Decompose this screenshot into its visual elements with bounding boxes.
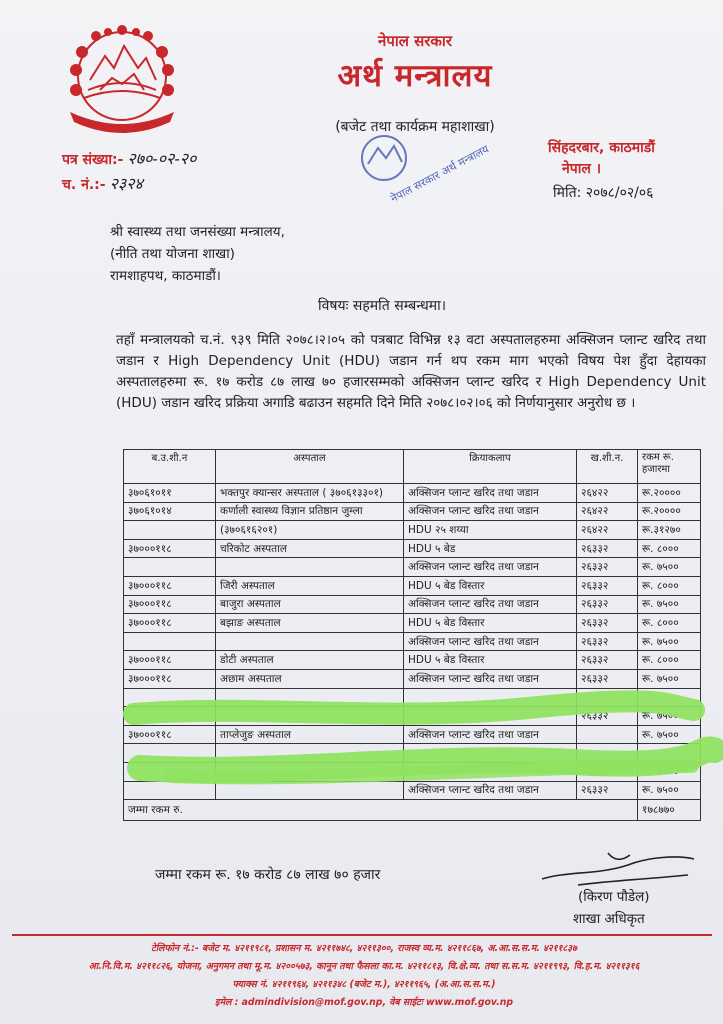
address-line-1: सिंहदरबार, काठमाडौं xyxy=(548,140,655,156)
header-code: ख.शी.न. xyxy=(577,450,638,484)
table-row xyxy=(124,651,701,670)
footer-divider xyxy=(12,934,712,936)
cell-code: २६३३२ xyxy=(577,669,638,688)
table-row xyxy=(124,595,701,614)
cell-budget-no: ३७०००११८ xyxy=(124,539,216,558)
cell-code: २६३३२ xyxy=(577,595,638,614)
cell-hospital: जिरी अस्पताल xyxy=(216,576,404,595)
cell-hospital: चरिकोट अस्पताल xyxy=(216,539,404,558)
stamp-text: नेपाल सरकार अर्थ मन्त्रालय xyxy=(388,142,492,206)
cell-activity: अक्सिजन प्लान्ट खरिद तथा जडान xyxy=(404,595,577,614)
cell-hospital: कर्णाली स्वास्थ्य विज्ञान प्रतिष्ठान जुम्ला xyxy=(216,502,404,521)
office-address xyxy=(548,138,708,180)
address-line-2: नेपाल । xyxy=(562,161,602,177)
cell-budget-no xyxy=(124,521,216,540)
cell-activity: HDU २५ शय्या xyxy=(404,521,577,540)
ministry-title: अर्थ मन्त्रालय xyxy=(337,58,493,94)
cell-amount: रू. ८००० xyxy=(638,576,701,595)
letter-date: मिति: २०७८/०२/०६ xyxy=(553,185,654,201)
table-row xyxy=(124,632,701,651)
recipient-line-3: रामशाहपथ, काठमाडौं। xyxy=(110,268,221,284)
cell-budget-no: ३७०००११८ xyxy=(124,576,216,595)
cell-code: २६३३२ xyxy=(577,539,638,558)
cell-activity: अक्सिजन प्लान्ट खरिद तथा जडान xyxy=(404,632,577,651)
cell-activity: अक्सिजन प्लान्ट खरिद तथा जडान xyxy=(404,502,577,521)
cell-amount: रू. ७५०० xyxy=(638,707,701,726)
handwritten-signature xyxy=(538,845,698,891)
cell-budget-no: ३७०६१०११ xyxy=(124,484,216,503)
cell-hospital: (३७०६१६२०१) xyxy=(216,521,404,540)
chalan-number xyxy=(62,172,143,194)
table-header-row xyxy=(124,450,701,484)
table-row xyxy=(124,614,701,633)
cell-activity: HDU ५ बेड विस्तार xyxy=(404,651,577,670)
cell-activity: अक्सिजन प्लान्ट खरिद तथा जडान xyxy=(404,558,577,577)
cell-code: २६४२२ xyxy=(577,502,638,521)
footer-phones: टेलिफोन नं.:- बजेट म. ४२११९८१, प्रशासन म. ४२११७४८, ४२११३००, राजस्व व्य.म. ४२११८६७, अ.आ.स.स.म. ४२११८३७ xyxy=(151,943,577,954)
cell-hospital xyxy=(216,632,404,651)
cell-hospital: बाजुरा अस्पताल xyxy=(216,595,404,614)
header-amount: रकम रू. हजारमा xyxy=(638,450,701,484)
cell-amount: रू.२०००० xyxy=(638,484,701,503)
letter-number xyxy=(62,147,196,169)
header-budget-no: ब.उ.शी.न xyxy=(124,450,216,484)
cell-code: २६३३२ xyxy=(577,781,638,800)
redaction-scribble xyxy=(132,736,720,788)
cell-amount: रू. ८००० xyxy=(638,539,701,558)
cell-budget-no: ३७०००११८ xyxy=(124,651,216,670)
ministry-stamp xyxy=(348,128,492,220)
cell-code: २६३३२ xyxy=(577,576,638,595)
cell-hospital: भक्तपुर क्यान्सर अस्पताल ( ३७०६१३३०१) xyxy=(216,484,404,503)
cell-code: २६३३२ xyxy=(577,651,638,670)
cell-activity: HDU ५ बेड विस्तार xyxy=(404,614,577,633)
cell-activity: अक्सिजन प्लान्ट खरिद तथा जडान xyxy=(404,725,577,744)
cell-amount: रू. ७५०० xyxy=(638,558,701,577)
letter-number-value: २७०-०२-२० xyxy=(127,149,197,168)
total-label: जम्मा रकम रु. xyxy=(124,800,638,821)
table-row xyxy=(124,669,701,688)
cell-hospital: अछाम अस्पताल xyxy=(216,669,404,688)
cell-activity: अक्सिजन प्लान्ट खरिद तथा जडान xyxy=(404,484,577,503)
footer-fax: फ्याक्स नं. ४२११९६४, ४२११३४८ (बजेट म.), ४२११९६५, (अ.आ.स.स.म.) xyxy=(232,979,496,990)
footer-contact: इमेल : admindivision@mof.gov.np, वेब साईटः www.mof.gov.np xyxy=(215,997,513,1008)
cell-amount: रू. ८००० xyxy=(638,762,701,781)
letter-number-label: पत्र संख्या:- xyxy=(62,152,124,168)
cell-code: २६३३२ xyxy=(577,707,638,726)
cell-code: २६३३२ xyxy=(577,614,638,633)
table-row xyxy=(124,521,701,540)
government-title: नेपाल सरकार xyxy=(378,32,452,50)
cell-amount: रू.३१२७० xyxy=(638,521,701,540)
table-row xyxy=(124,502,701,521)
letter-subject: विषयः सहमति सम्बन्धमा। xyxy=(318,298,447,314)
recipient-line-1: श्री स्वास्थ्य तथा जनसंख्या मन्त्रालय, xyxy=(110,224,285,240)
total-amount-words: जम्मा रकम रू. १७ करोड ८७ लाख ७० हजार xyxy=(155,867,381,883)
table-row xyxy=(124,484,701,503)
cell-code: २६४२२ xyxy=(577,521,638,540)
cell-code: २६४२२ xyxy=(577,484,638,503)
cell-budget-no xyxy=(124,632,216,651)
cell-code: २६३३२ xyxy=(577,632,638,651)
cell-activity: अक्सिजन प्लान्ट खरिद तथा जडान xyxy=(404,669,577,688)
footer-phones-2: आ.नि.वि.म. ४२११८२६, योजना, अनुगमन तथा मू.म. ४२००५७३, कानून तथा फैसला का.म. ४२११८१३, वि.क्षे.व्य. तथा स.स.म. ४२११९९३, वि.ह.म. ४२११३१६ xyxy=(88,961,640,972)
cell-code: २६३३२ xyxy=(577,762,638,781)
recipient-line-2: (नीति तथा योजना शाखा) xyxy=(110,246,235,262)
cell-amount: रू. ८००० xyxy=(638,614,701,633)
cell-hospital: बझाङ अस्पताल xyxy=(216,614,404,633)
cell-budget-no: ३७०००११८ xyxy=(124,669,216,688)
signatory-post: शाखा अधिकृत xyxy=(573,911,645,927)
nepal-emblem-icon xyxy=(60,18,184,136)
letter-body: तहाँ मन्त्रालयको च.नं. ९३९ मिति २०७८।२।०५ को पत्रबाट विभिन्न १३ वटा अस्पतालहरुमा अक्सिजन प्लान्ट खरिद तथा जडान र High Dependency Unit (HDU) जडान गर्न थप रकम माग भएको विषय पेश हुँदा देहायका अस्पतालहरुमा रू. १७ करोड ८७ लाख ७० हजारसम्मको अक्सिजन प्लान्ट खरिद र High Dependency Unit (HDU) जडान खरिद प्रक्रिया अगाडि बढाउन सहमति दिने मिति २०७८।०२।०६ को निर्णयानुसार अनुरोध छ । xyxy=(116,332,706,411)
cell-amount: रू. ७५०० xyxy=(638,632,701,651)
signatory-name: (किरण पौडेल) xyxy=(578,889,650,905)
cell-amount: रू. ७५०० xyxy=(638,725,701,744)
redaction-scribble xyxy=(128,694,700,732)
cell-hospital xyxy=(216,558,404,577)
cell-activity: HDU ५ बेड xyxy=(404,539,577,558)
header-hospital: अस्पताल xyxy=(216,450,404,484)
cell-hospital: ताप्लेजुङ अस्पताल xyxy=(216,725,404,744)
cell-amount: रू. ७५०० xyxy=(638,781,701,800)
chalan-number-value: २३२४ xyxy=(109,174,143,193)
cell-amount: रू. ७५०० xyxy=(638,595,701,614)
table-row xyxy=(124,558,701,577)
table-row xyxy=(124,539,701,558)
table-total-row xyxy=(124,800,701,821)
table-row xyxy=(124,576,701,595)
cell-activity: HDU ५ बेड विस्तार xyxy=(404,576,577,595)
cell-activity: अक्सिजन प्लान्ट खरिद तथा जडान xyxy=(404,781,577,800)
cell-budget-no xyxy=(124,558,216,577)
recipient-block xyxy=(110,221,285,287)
cell-code: २६३३२ xyxy=(577,558,638,577)
header-activity: क्रियाकलाप xyxy=(404,450,577,484)
cell-budget-no: ३७०००११८ xyxy=(124,595,216,614)
cell-budget-no: ३७०००११८ xyxy=(124,725,216,744)
cell-amount: रू.२०००० xyxy=(638,502,701,521)
cell-amount: रू. ७५०० xyxy=(638,669,701,688)
division-name: (बजेट तथा कार्यक्रम महाशाखा) xyxy=(335,119,495,135)
cell-amount: रू. ८००० xyxy=(638,651,701,670)
cell-budget-no: ३७०६१०१४ xyxy=(124,502,216,521)
cell-budget-no: ३७०००११८ xyxy=(124,614,216,633)
cell-hospital: डोटी अस्पताल xyxy=(216,651,404,670)
total-value: १७८७७० xyxy=(638,800,701,821)
chalan-number-label: च. नं.:- xyxy=(62,177,106,193)
